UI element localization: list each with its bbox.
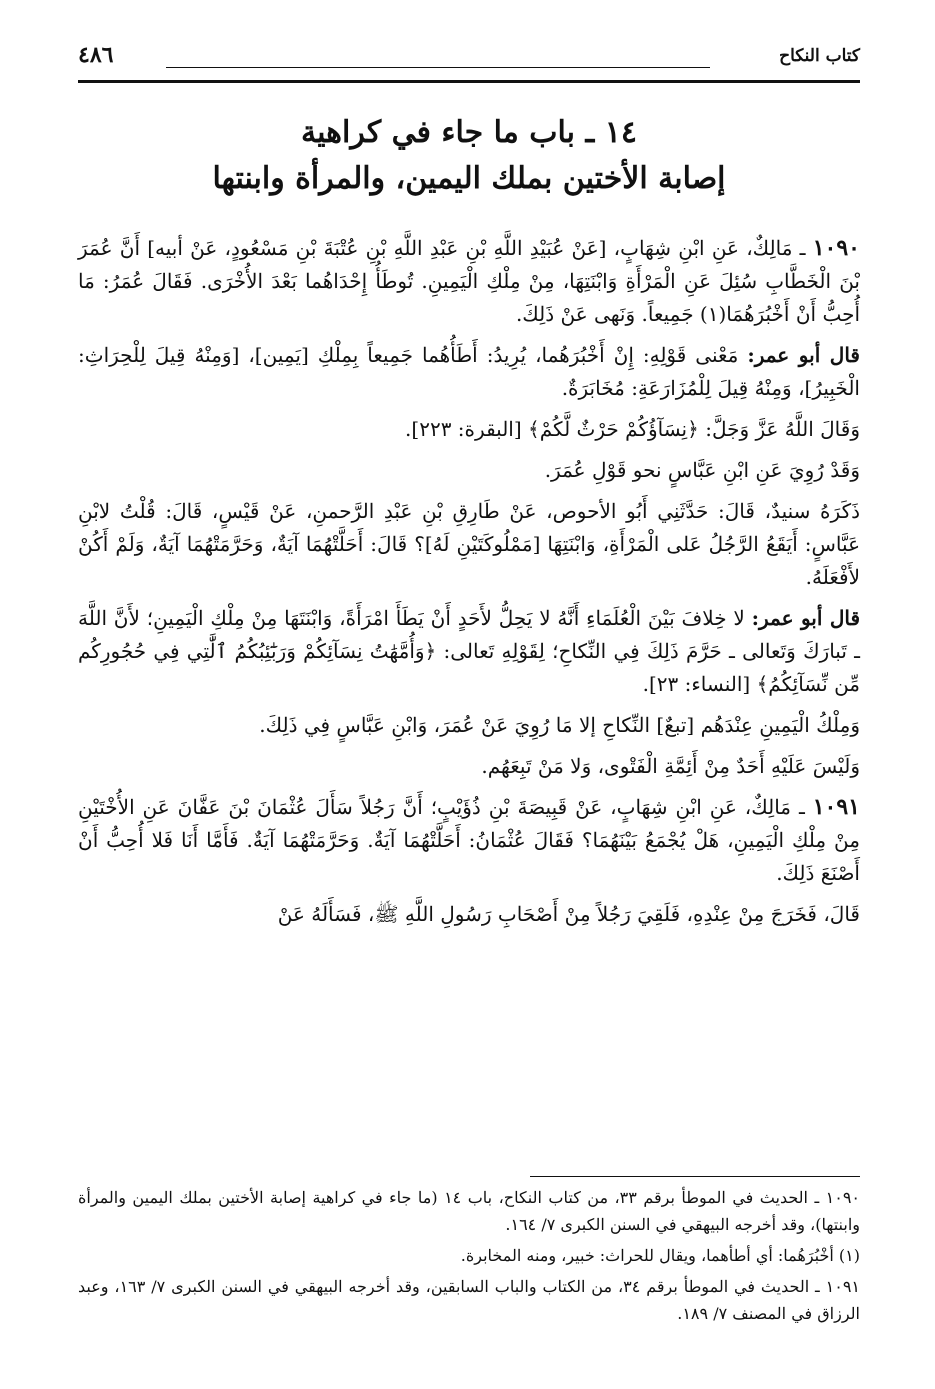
page-number: ٤٨٦ bbox=[78, 42, 114, 68]
footnote-divider bbox=[530, 1176, 860, 1177]
commentary-paragraph bbox=[78, 602, 860, 701]
narration-paragraph: وَقَدْ رُوِيَ عَنِ ابْنِ عَبَّاسٍ نحو قَوْلِ عُمَرَ. bbox=[544, 458, 860, 482]
commentary-lead: قال أبو عمر: bbox=[747, 343, 860, 367]
narration-chain-paragraph: ذَكَرَهُ سنيدٌ، قَالَ: حَدَّثَنِي أَبُو الأحوص، عَنْ طَارِقِ بْنِ عَبْدِ الرَّحمنِ، عَنْ قَيْسٍ، قَالَ: قُلْتُ لابْنِ عَبَّاسٍ: أَيَقَعُ الرَّجُلُ عَلى الْمَرْأَةِ، وَابْنَتِهَا [مَمْلُوكَتَيْنِ لَهُ]؟ قَالَ: أَحَلَّتْهُمَا آيَةٌ، وَحَرَّمَتْهُمَا آيَةٌ، وَلَمْ أَكُنْ لأَفْعَلَهُ. bbox=[78, 499, 860, 589]
chapter-heading-line2: إصابة الأختين بملك اليمين، والمرأة وابنتها bbox=[212, 161, 726, 196]
commentary-text: مَعْنى قَوْلِهِ: إِنْ أَخْبُرَهُما، يُرِيدُ: أَطَأُهُما جَمِيعاً بِمِلْكِ [يَمِين]، [وَمِنْهُ قِيلَ لِلْحِرَاثِ: الْخَبِيرُ]، وَمِنْهُ قِيلَ لِلْمُزَارَعَةِ: مُخَابَرَةٌ. bbox=[78, 343, 860, 400]
header-divider bbox=[78, 80, 860, 83]
text-paragraph: وَمِلْكُ الْيَمِينِ عِنْدَهُم [تبعٌ] النِّكاحِ إلا مَا رُوِيَ عَنْ عُمَرَ، وَابْنِ عَبَّاسٍ فِي ذَلِكَ. bbox=[259, 713, 860, 737]
footnote: (١) أخْبُرَهُما: أي أطأهما، ويقال للحراث: خبير، ومنه المخابرة. bbox=[460, 1246, 860, 1265]
footnote: ١٠٩٠ ـ الحديث في الموطأ برقم ٣٣، من كتاب النكاح، باب ١٤ (ما جاء في كراهية إصابة الأختين بملك اليمين والمرأة وابنتها)، وقد أخرجه البيهقي في السنن الكبرى ٧/ ١٦٤. bbox=[78, 1188, 860, 1234]
hadith-number: ١٠٩٠ bbox=[812, 235, 860, 261]
chapter-heading bbox=[78, 110, 860, 202]
running-header bbox=[78, 40, 860, 80]
text-paragraph: وَلَيْسَ عَلَيْهِ أَحَدٌ مِنْ أَئِمَّةِ الْفَتْوى، وَلا مَنْ تَبِعَهُم. bbox=[481, 754, 860, 778]
commentary-paragraph bbox=[78, 339, 860, 405]
hadith-1090 bbox=[78, 232, 860, 331]
hadith-text: ـ مَالِكٌ، عَنِ ابْنِ شِهَابٍ، [عَنْ عُبَيْدِ اللَّهِ بْنِ عَبْدِ اللَّهِ بْنِ عُتْبَةَ بْنِ مَسْعُودٍ، عَنْ أبيه] أَنَّ عُمَرَ بْنَ الْخَطَّابِ سُئِلَ عَنِ الْمَرْأَةِ وَابْنَتِهَا، مِنْ مِلْكِ الْيَمِينِ. تُوطَأُ إِحْدَاهُما بَعْدَ الأُخْرَى. فَقَالَ عُمَرُ: مَا أُحِبُّ أَنْ أَخْبُرَهُمَا(١) جَمِيعاً. وَنَهى عَنْ ذَلِكَ. bbox=[78, 236, 860, 326]
running-header-title: كتاب النكاح bbox=[779, 46, 860, 66]
hadith-text: ـ مَالِكٌ، عَنِ ابْنِ شِهَابٍ، عَنْ قَبِيصَةَ بْنِ ذُؤَيْبٍ؛ أَنَّ رَجُلاً سَأَلَ عُثْمَانَ بْنَ عَفَّانَ عَنِ الأُخْتَيْنِ مِنْ مِلْكِ الْيَمِينِ، هَلْ يُجْمَعُ بَيْنَهُمَا؟ فَقَالَ عُثْمَانُ: أَحَلَّتْهُمَا آيَةٌ. وَحَرَّمَتْهُمَا آيَةٌ. فَأَمَّا أَنَا فَلا أُحِبُّ أَنْ أَصْنَعَ ذَلِكَ. bbox=[78, 795, 860, 885]
footnote: ١٠٩١ ـ الحديث في الموطأ برقم ٣٤، من الكتاب والباب السابقين، وقد أخرجه البيهقي في السنن الكبرى ٧/ ١٦٣، وعبد الرزاق في المصنف ٧/ ١٨٩. bbox=[78, 1277, 861, 1323]
footnotes bbox=[78, 1184, 860, 1331]
commentary-lead: قال أبو عمر: bbox=[751, 606, 861, 630]
body-text bbox=[78, 232, 860, 939]
text-paragraph: قَالَ، فَخَرَجَ مِنْ عِنْدِهِ، فَلَقِيَ رَجُلاً مِنْ أَصْحَابِ رَسُولِ اللَّهِ ﷺ، فَسَأَلَهُ عَنْ bbox=[277, 902, 860, 926]
hadith-number: ١٠٩١ bbox=[812, 794, 860, 820]
hadith-1091 bbox=[78, 791, 860, 890]
header-rule bbox=[166, 67, 710, 68]
chapter-heading-line1: ١٤ ـ باب ما جاء في كراهية bbox=[301, 115, 637, 150]
quran-citation-paragraph: وَقَالَ اللَّهُ عَزَّ وَجَلَّ: ﴿نِسَآؤُكُمْ حَرْثٌ لَّكُمْ﴾ [البقرة: ٢٢٣]. bbox=[405, 417, 860, 441]
commentary-text: لا خِلافَ بَيْنَ الْعُلَمَاءِ أَنَّهُ لا يَحِلُّ لأَحَدٍ أَنْ يَطَأَ امْرَأَةً، وَابْنَتَهَا مِنْ مِلْكِ الْيَمِينِ؛ لأَنَّ اللَّهَ ـ تَبارَكَ وَتَعالى ـ حَرَّمَ ذَلِكَ فِي النِّكاحِ؛ لِقَوْلِهِ تَعالى: ﴿وَأُمَّهَٰتُ نِسَآئِكُمْ وَرَبَٰٓئِبُكُمُ ٱلَّٰتِي فِي حُجُورِكُم مِّن نِّسَآئِكُمُ﴾ [النساء: ٢٣]. bbox=[78, 606, 860, 696]
